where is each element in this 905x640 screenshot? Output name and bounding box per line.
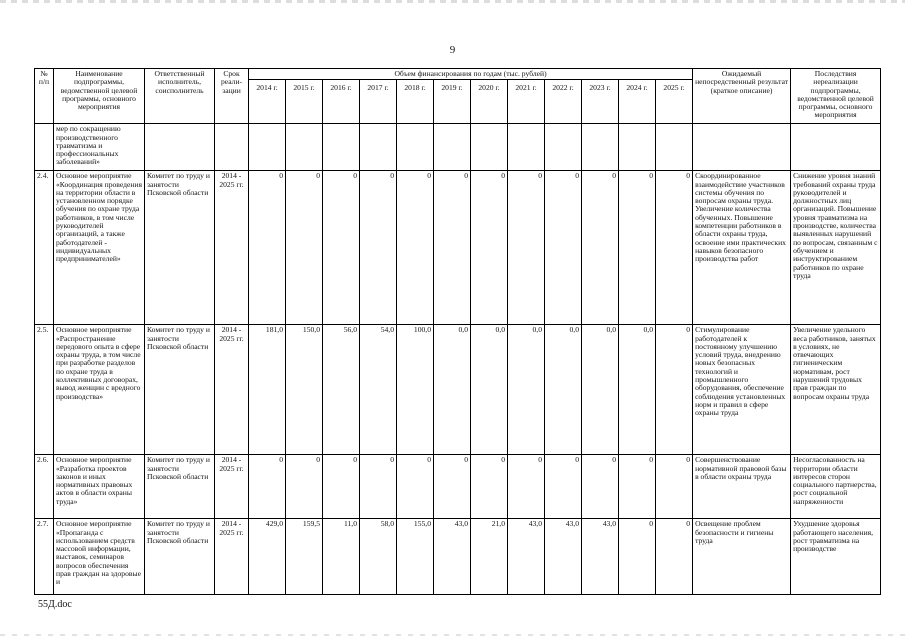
row-value: 0 — [582, 455, 619, 519]
row-value: 0 — [508, 171, 545, 325]
row-num: 2.7. — [35, 519, 54, 595]
row-value: 11,0 — [323, 519, 360, 595]
header-year: 2016 г. — [323, 80, 360, 124]
row-value: 0 — [656, 455, 693, 519]
row-value: 0,0 — [508, 325, 545, 455]
row-value: 43,0 — [545, 519, 582, 595]
row-value: 0 — [323, 455, 360, 519]
row-value: 0 — [619, 455, 656, 519]
row-value: 0 — [286, 171, 323, 325]
row-term: 2014 - 2025 гг. — [215, 519, 249, 595]
row-value: 429,0 — [249, 519, 286, 595]
row-value: 0 — [471, 455, 508, 519]
row-term: 2014 - 2025 гг. — [215, 325, 249, 455]
footer-filename: 55Д.doc — [38, 599, 72, 610]
row-value: 0,0 — [471, 325, 508, 455]
row-value: 0 — [249, 171, 286, 325]
row-num: 2.6. — [35, 455, 54, 519]
header-year: 2018 г. — [397, 80, 434, 124]
header-year: 2025 г. — [656, 80, 693, 124]
header-year: 2021 г. — [508, 80, 545, 124]
scan-edge-bottom — [0, 634, 905, 636]
row-consequence: Несогласованность на территории области интересов сторон социального партнерства, рост социальной напряженности — [791, 455, 881, 519]
row-value: 21,0 — [471, 519, 508, 595]
row-value: 0 — [582, 171, 619, 325]
row-value: 43,0 — [434, 519, 471, 595]
row-value: 0 — [286, 455, 323, 519]
row-consequence: Увеличение удельного веса работников, занятых в условиях, не отвечающих гигиеническим нормативам, рост нарушений трудовых прав граждан по вопросам охраны труда — [791, 325, 881, 455]
table-row — [35, 171, 881, 325]
row-name: Основное мероприятие «Разработка проектов законов и иных нормативных правовых актов в области охраны труда» — [54, 455, 145, 519]
row-value: 0 — [656, 519, 693, 595]
row-name: Основное мероприятие «Пропаганда с использованием средств массовой информации, выставок, семинаров вопросов обеспечения прав граждан на здоровые и — [54, 519, 145, 595]
row-value: 181,0 — [249, 325, 286, 455]
row-value: 0 — [360, 171, 397, 325]
row-name: Основное мероприятие «Распространение передового опыта в сфере охраны труда, в том числе при разработке разделов по охране труда в коллективных договорах, вывод женщин с вредного производства» — [54, 325, 145, 455]
header-name: Наименование подпрограммы, ведомственной целевой программы, основного мероприятия — [54, 69, 145, 124]
row-value: 0 — [619, 171, 656, 325]
header-year: 2019 г. — [434, 80, 471, 124]
row-value: 0,0 — [545, 325, 582, 455]
row-value: 0 — [397, 455, 434, 519]
row-value: 0 — [619, 519, 656, 595]
row-value: 43,0 — [582, 519, 619, 595]
row-value: 0,0 — [434, 325, 471, 455]
row-value: 0 — [360, 455, 397, 519]
program-table — [34, 68, 881, 595]
row-value: 0 — [545, 171, 582, 325]
row-num: 2.5. — [35, 325, 54, 455]
row-value: 0,0 — [582, 325, 619, 455]
row-value: 0 — [434, 171, 471, 325]
row-responsible: Комитет по труду и занятости Псковской области — [145, 455, 215, 519]
row-value: 0 — [434, 455, 471, 519]
header-year: 2015 г. — [286, 80, 323, 124]
row-name: мер по сокращению производственного травматизма и профессиональных заболеваний» — [54, 124, 145, 171]
row-result: Освещение проблем безопасности и гигиены труда — [693, 519, 791, 595]
row-value: 155,0 — [397, 519, 434, 595]
table-row — [35, 519, 881, 595]
row-value: 0 — [508, 455, 545, 519]
header-funding: Объем финансирования по годам (тыс. рублей) — [249, 69, 693, 80]
header-year: 2020 г. — [471, 80, 508, 124]
row-responsible: Комитет по труду и занятости Псковской области — [145, 519, 215, 595]
header-year: 2024 г. — [619, 80, 656, 124]
header-year: 2014 г. — [249, 80, 286, 124]
row-value: 159,5 — [286, 519, 323, 595]
row-value: 0 — [397, 171, 434, 325]
header-result: Ожидаемый непосредственный результат (краткое описание) — [693, 69, 791, 124]
row-value: 100,0 — [397, 325, 434, 455]
header-year: 2022 г. — [545, 80, 582, 124]
row-result: Скоординированное взаимодействие участников системы обучения по вопросам охраны труда. Увеличение количества обученных. Повышение компетенции работников в области охраны труда, освоение ими практических навыков безопасного производства работ — [693, 171, 791, 325]
row-value: 54,0 — [360, 325, 397, 455]
row-consequence: Ухудшение здоровья работающего населения, рост травматизма на производстве — [791, 519, 881, 595]
scan-edge-top — [0, 0, 905, 3]
row-term: 2014 - 2025 гг. — [215, 171, 249, 325]
row-result: Совершенствование нормативной правовой базы в области охраны труда — [693, 455, 791, 519]
table-row — [35, 124, 881, 171]
table-row — [35, 455, 881, 519]
row-value: 0 — [323, 171, 360, 325]
row-term: 2014 - 2025 гг. — [215, 455, 249, 519]
header-year: 2017 г. — [360, 80, 397, 124]
row-value: 0,0 — [619, 325, 656, 455]
row-value: 43,0 — [508, 519, 545, 595]
row-value: 150,0 — [286, 325, 323, 455]
header-responsible: Ответственный исполнитель, соисполнитель — [145, 69, 215, 124]
header-year: 2023 г. — [582, 80, 619, 124]
page-number: 9 — [449, 44, 456, 56]
row-value: 0 — [545, 455, 582, 519]
row-value: 0 — [249, 455, 286, 519]
row-value: 0 — [656, 325, 693, 455]
row-value: 0 — [656, 171, 693, 325]
row-responsible: Комитет по труду и занятости Псковской области — [145, 171, 215, 325]
row-value: 58,0 — [360, 519, 397, 595]
row-value: 56,0 — [323, 325, 360, 455]
header-term: Срок реали-зации — [215, 69, 249, 124]
row-name: Основное мероприятие «Координация проведения на территории области в установленном порядке обучения по охране труда работников, в том числе руководителей организаций, а также работодателей - индивидуальных предпринимателей» — [54, 171, 145, 325]
row-value: 0 — [471, 171, 508, 325]
table-row — [35, 325, 881, 455]
row-result: Стимулирование работодателей к постоянному улучшению условий труда, внедрению новых безопасных технологий и промышленного оборудования, обеспечение соблюдения установленных норм и правил в сфере охраны труда — [693, 325, 791, 455]
header-consequence: Последствия нереализации подпрограммы, ведомственной целевой программы, основного мероприятия — [791, 69, 881, 124]
header-num: № п/п — [35, 69, 54, 124]
row-num: 2.4. — [35, 171, 54, 325]
row-consequence: Снижение уровня знаний требований охраны труда руководителей и должностных лиц организаций. Повышение уровня травматизма на производстве, количества выявленных нарушений по вопросам, связанным с обучением и инструктированием работников по охране труда — [791, 171, 881, 325]
row-responsible: Комитет по труду и занятости Псковской области — [145, 325, 215, 455]
